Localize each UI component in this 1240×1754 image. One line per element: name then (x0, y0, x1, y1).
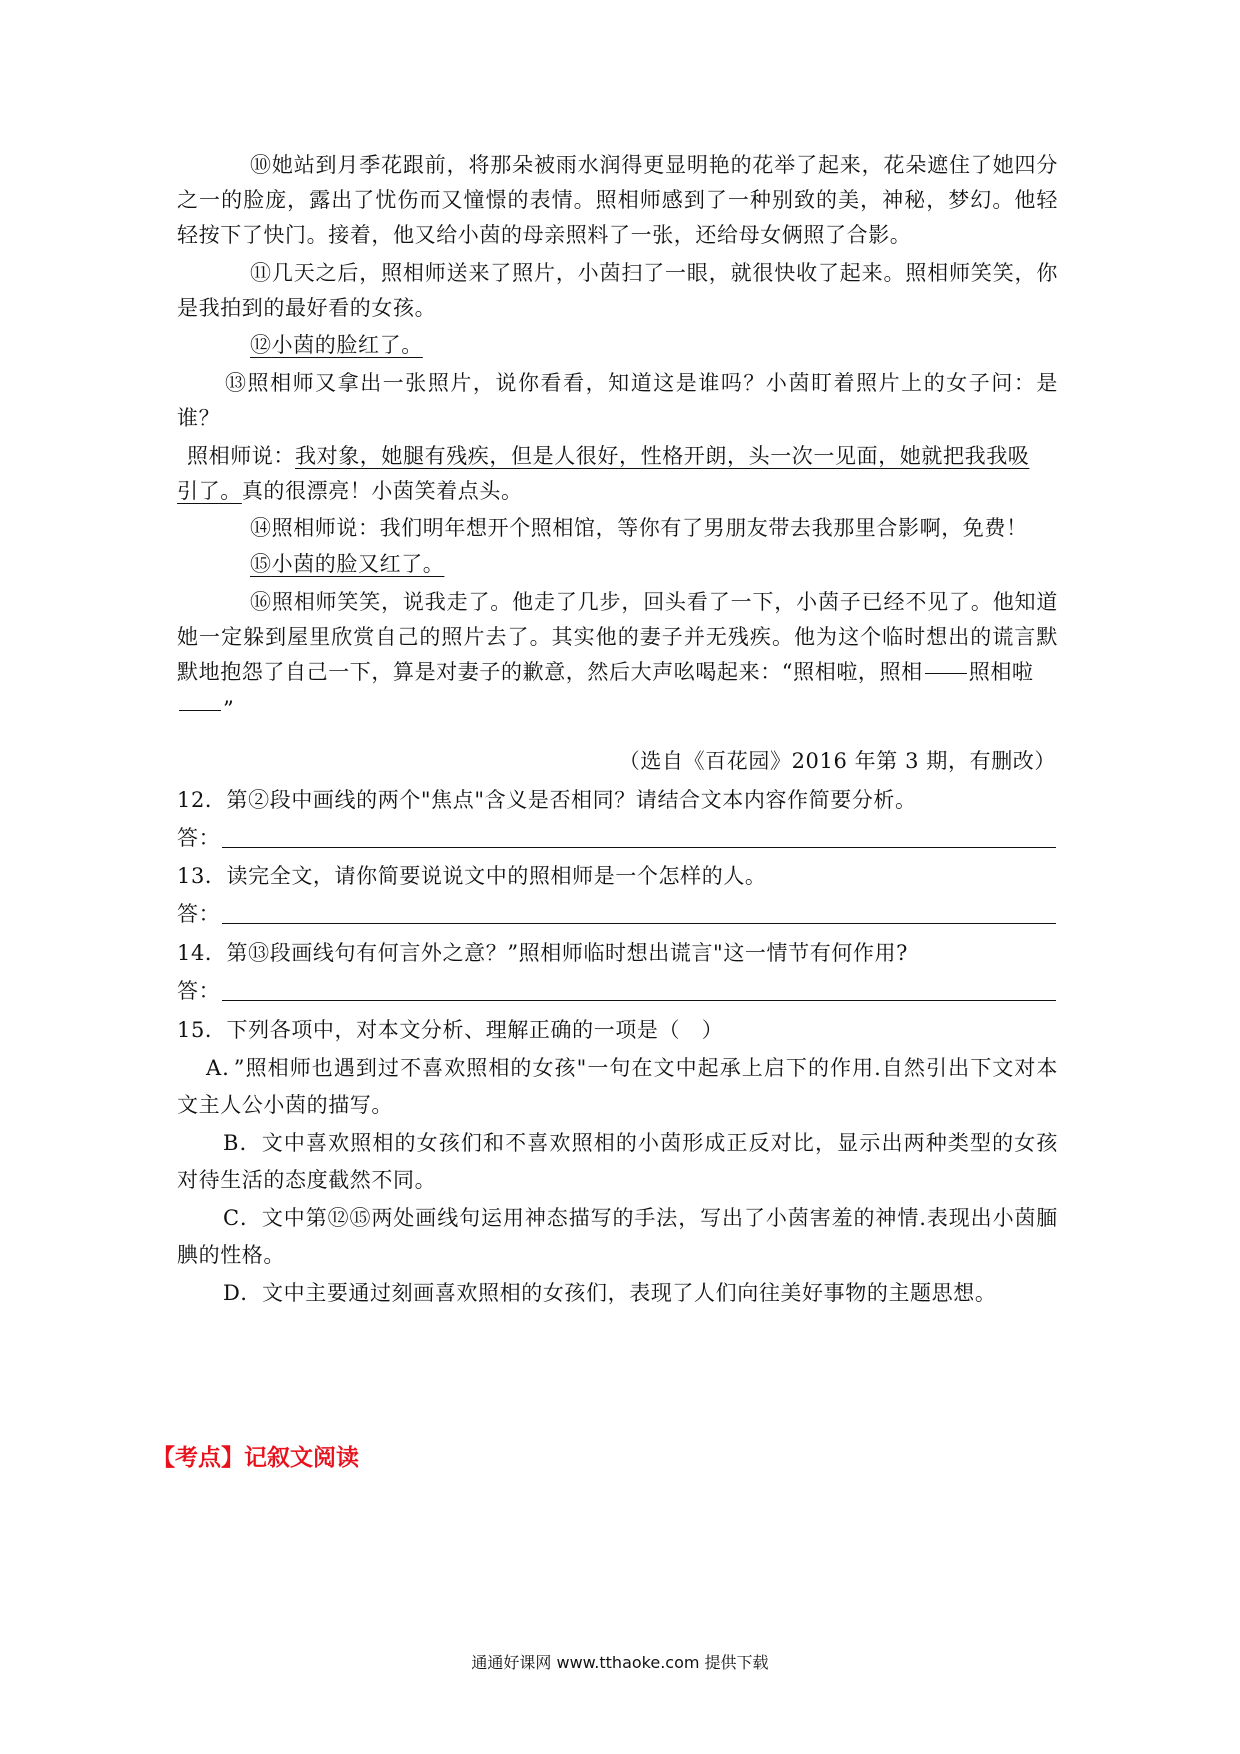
paragraph-10-line-3: 轻按下了快门。接着，他又给小茵的母亲照料了一张，还给母女俩照了合影。 (177, 223, 912, 247)
answer-line-13[interactable] (222, 923, 1056, 924)
paragraph-11-line-2: 是我拍到的最好看的女孩。 (177, 296, 437, 320)
question-15: 15．下列各项中，对本文分析、理解正确的一项是（ ） (177, 1018, 724, 1042)
paragraph-16-line-3-end: 照相啦 (968, 660, 1034, 684)
option-b-line-1: B．文中喜欢照相的女孩们和不喜欢照相的小茵形成正反对比，显示出两种类型的女孩 (223, 1131, 1058, 1155)
answer-label-14: 答： (177, 979, 221, 1003)
paragraph-10-line-1: ⑩她站到月季花跟前，将那朵被雨水润得更显明艳的花举了起来，花朵遮住了她四分 (250, 153, 1058, 177)
option-c-line-2: 腆的性格。 (177, 1243, 285, 1267)
answer-line-12[interactable] (222, 847, 1056, 848)
paragraph-14: ⑭照相师说：我们明年想开个照相馆，等你有了男朋友带去我那里合影啊，免费！ (250, 516, 1028, 540)
answer-line-14[interactable] (222, 1000, 1056, 1001)
paragraph-16-line-3-text: 默地抱怨了自己一下，算是对妻子的歉意，然后大声吆喝起来：“照相啦，照相 (177, 660, 923, 684)
paragraph-13-underlined-sentence: 我对象，她腿有残疾，但是人很好，性格开朗，头一次一见面，她就把我我吸 (295, 444, 1030, 468)
paragraph-16-line-2: 她一定躲到屋里欣赏自己的照片去了。其实他的妻子并无残疾。他为这个临时想出的谎言默 (177, 625, 1058, 649)
paragraph-15 (250, 549, 444, 579)
option-c-line-1: C．文中第⑫⑮两处画线句运用神态描写的手法，写出了小茵害羞的神情.表现出小茵腼 (223, 1206, 1058, 1230)
page-footer: 通通好课网 www.tthaoke.com 提供下载 (471, 1653, 769, 1672)
answer-label-13: 答： (177, 902, 221, 926)
paragraph-13-line-1: ⑬照相师又拿出一张照片，说你看看，知道这是谁吗？小茵盯着照片上的女子问：是 (225, 371, 1058, 395)
paragraph-16-line-3 (177, 657, 1034, 687)
option-d-line-1: D．文中主要通过刻画喜欢照相的女孩们，表现了人们向往美好事物的主题思想。 (223, 1281, 997, 1305)
question-13: 13．读完全文，请你简要说说文中的照相师是一个怎样的人。 (177, 864, 767, 888)
paragraph-15-number: ⑮ (250, 552, 272, 576)
paragraph-13-line-4 (177, 476, 523, 506)
paragraph-12 (250, 330, 423, 360)
paragraph-16-line-4 (177, 694, 234, 724)
paragraph-13-line-3 (187, 441, 1029, 471)
source-citation: （选自《百花园》2016 年第 3 期，有删改） (618, 749, 1056, 773)
option-a-line-1: A．”照相师也遇到过不喜欢照相的女孩"一句在文中起承上启下的作用.自然引出下文对本 (206, 1056, 1058, 1080)
paragraph-11-line-1: ⑪几天之后，照相师送来了照片，小茵扫了一眼，就很快收了起来。照相师笑笑，你 (250, 261, 1058, 285)
question-12: 12．第②段中画线的两个"焦点"含义是否相同？请结合文本内容作简要分析。 (177, 788, 917, 812)
paragraph-12-number: ⑫ (250, 333, 272, 357)
em-dash (925, 673, 967, 674)
paragraph-16-line-1: ⑯照相师笑笑，说我走了。他走了几步，回头看了一下，小茵子已经不见了。他知道 (250, 590, 1058, 614)
paragraph-10-line-2: 之一的脸庞，露出了忧伤而又憧憬的表情。照相师感到了一种别致的美，神秘，梦幻。他轻 (177, 188, 1058, 212)
paragraph-13-rest: 真的很漂亮！小茵笑着点头。 (241, 479, 523, 503)
option-b-line-2: 对待生活的态度截然不同。 (177, 1168, 437, 1192)
option-a-line-2: 文主人公小茵的描写。 (177, 1093, 393, 1117)
paragraph-15-underlined-sentence: 小茵的脸又红了。 (271, 552, 445, 576)
question-14: 14．第⑬段画线句有何言外之意？”照相师临时想出谎言"这一情节有何作用? (177, 941, 908, 965)
test-point-heading: 【考点】记叙文阅读 (152, 1445, 359, 1471)
em-dash (179, 710, 221, 711)
paragraph-13-speaker: 照相师说： (187, 444, 295, 468)
answer-label-12: 答： (177, 826, 221, 850)
paragraph-13-underlined-end: 引了。 (177, 479, 242, 503)
closing-quote: ” (223, 697, 235, 721)
paragraph-12-underlined-sentence: 小茵的脸红了。 (271, 333, 423, 357)
paragraph-13-line-2: 谁？ (177, 406, 221, 430)
